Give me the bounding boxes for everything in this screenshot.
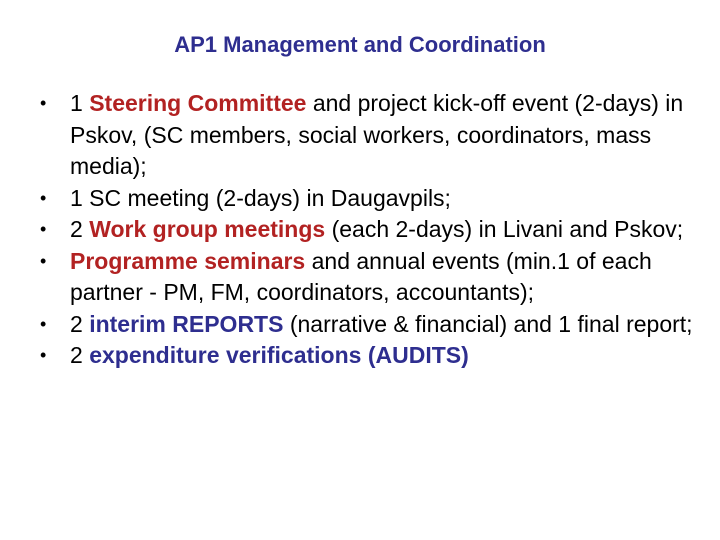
bullet-text-pre: 2: [70, 342, 90, 368]
bullet-text-pre: 1 SC meeting (2-days) in Daugavpils;: [70, 184, 451, 211]
bullet-item: [40, 214, 700, 246]
bullet-item: [40, 246, 700, 309]
bullet-dot: •: [40, 250, 47, 271]
bullet-list: [40, 88, 700, 372]
bullet-text-post: (narrative & financial) and 1 final report;: [283, 310, 693, 337]
bullet-text-pre: 2: [70, 310, 90, 337]
bullet-text-post: and project kick-off event (2-days) in Pskov, (SC members, social workers, coordinators, mass media);: [70, 90, 684, 179]
bullet-dot: •: [40, 93, 47, 113]
bullet-dot: •: [40, 187, 47, 208]
bullet-item: [40, 88, 700, 183]
bullet-text-post: (each 2-days) in Livani and Pskov;: [325, 216, 684, 242]
bullet-text-pre: 2: [70, 216, 90, 242]
bullet-dot: •: [40, 219, 47, 239]
bullet-dot: •: [40, 313, 47, 334]
slide-title: AP1 Management and Coordination: [174, 32, 546, 57]
bullet-item: [40, 340, 700, 372]
bullet-item: [40, 183, 700, 215]
bullet-highlight: expenditure verifications (AUDITS): [89, 342, 469, 368]
bullet-text-post: and annual events (min.1 of each partner - PM, FM, coordinators, accountants);: [70, 247, 652, 305]
bullet-highlight: Work group meetings: [89, 216, 326, 242]
bullet-dot: •: [40, 345, 47, 365]
bullet-highlight: Programme seminars: [70, 247, 306, 274]
bullet-item: [40, 309, 700, 341]
bullet-highlight: interim REPORTS: [89, 310, 284, 337]
bullet-text-pre: 1: [70, 90, 90, 116]
bullet-highlight: Steering Committee: [89, 90, 307, 116]
